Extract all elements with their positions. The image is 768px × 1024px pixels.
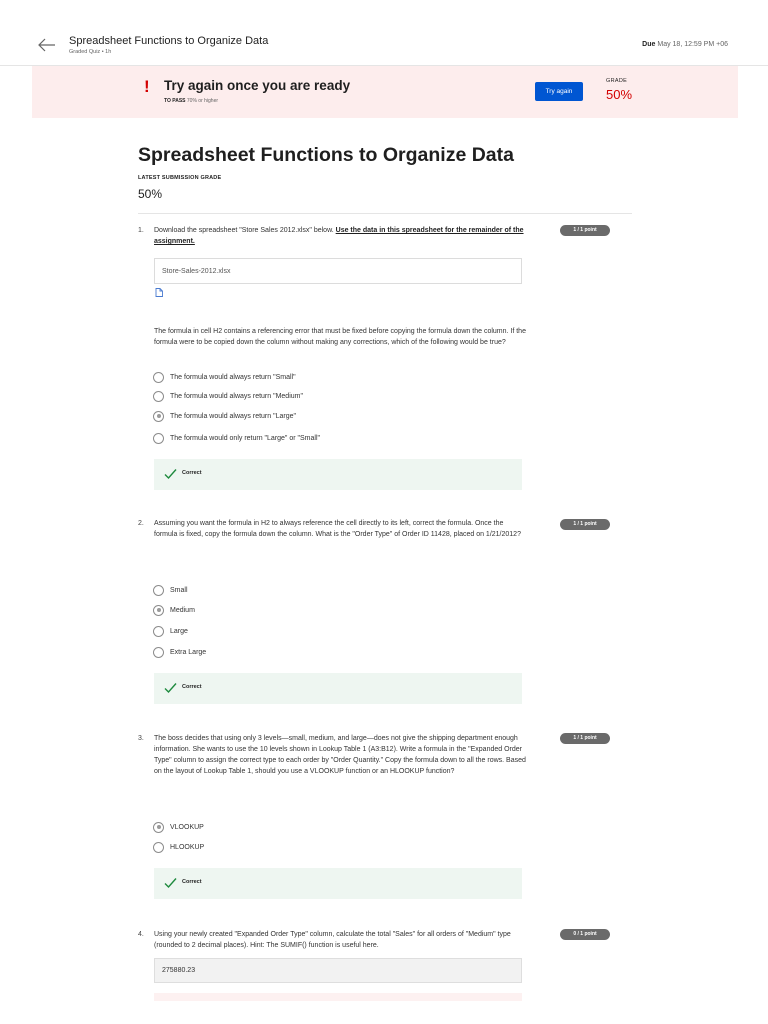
option-label: Extra Large — [170, 648, 207, 656]
pass-value: 70% or higher — [186, 98, 219, 104]
option-label: The formula would always return "Medium" — [170, 392, 303, 400]
radio-button-selected[interactable] — [153, 605, 164, 616]
exclamation-icon: ! — [144, 77, 150, 96]
question-number: 3. — [138, 735, 144, 742]
option-label: HLOOKUP — [170, 843, 205, 851]
option-label: The formula would always return "Small" — [170, 373, 296, 381]
radio-button[interactable] — [153, 585, 164, 596]
due-label: Due — [642, 41, 656, 48]
option-label: VLOOKUP — [170, 823, 204, 831]
option-medium[interactable] — [153, 390, 303, 402]
points-badge: 1 / 1 point — [560, 225, 610, 236]
radio-button-selected[interactable] — [153, 411, 164, 422]
question-text-plain: Download the spreadsheet "Store Sales 2012.xlsx" below. — [154, 227, 336, 234]
question-text: Assuming you want the formula in H2 to always reference the cell directly to its left, correct the formula. Once the formula is fixed, copy the formula down the column. What is the "Order Type" of Order ID 11428, placed on 1/21/2012? — [154, 520, 521, 538]
check-icon — [164, 877, 177, 889]
file-icon[interactable] — [155, 288, 163, 297]
feedback-correct — [154, 459, 522, 490]
option-small[interactable] — [153, 584, 188, 596]
answer-input[interactable]: 275880.23 — [154, 958, 522, 983]
option-label: Large — [170, 627, 188, 635]
radio-button[interactable] — [153, 391, 164, 402]
radio-button-selected[interactable] — [153, 822, 164, 833]
back-arrow-icon[interactable] — [38, 38, 56, 52]
try-again-button[interactable]: Try again — [535, 82, 583, 101]
radio-button[interactable] — [153, 626, 164, 637]
item-title: Spreadsheet Functions to Organize Data — [69, 35, 269, 47]
option-medium[interactable] — [153, 604, 195, 616]
grade-label: GRADE — [606, 78, 628, 84]
question-number: 2. — [138, 520, 144, 527]
divider — [138, 213, 632, 214]
due-value: May 18, 12:59 PM +06 — [657, 41, 728, 48]
option-small[interactable] — [153, 371, 296, 383]
pass-label: TO PASS — [164, 98, 186, 104]
points-badge: 1 / 1 point — [560, 519, 610, 530]
question-text: Using your newly created "Expanded Order Type" column, calculate the total "Sales" for all orders of "Medium" type (rounded to 2 decimal places). Hint: The SUMIF() function is useful here. — [154, 931, 511, 949]
radio-button[interactable] — [153, 433, 164, 444]
question-text: The boss decides that using only 3 levels—small, medium, and large—does not give the shipping department enough information. She wants to use the 10 levels shown in Lookup Table 1 (A3:B12). Write a formula in the "Expanded Order Type" column to assign the correct type to each order by "Order Quantity." Copy the formula down to all the rows. Based on the layout of Lookup Table 1, should you use a VLOOKUP function or an HLOOKUP function? — [154, 735, 526, 775]
latest-grade-label: LATEST SUBMISSION GRADE — [138, 175, 222, 181]
latest-grade-value: 50% — [138, 187, 163, 201]
feedback-incorrect — [154, 993, 522, 1001]
option-label: Medium — [170, 606, 195, 614]
radio-button[interactable] — [153, 842, 164, 853]
check-icon — [164, 468, 177, 480]
file-attachment[interactable]: Store-Sales-2012.xlsx — [154, 258, 522, 284]
check-icon — [164, 682, 177, 694]
option-label: Small — [170, 586, 188, 594]
top-header — [0, 0, 768, 66]
banner-title: Try again once you are ready — [164, 78, 351, 93]
question-prompt: The formula in cell H2 contains a referencing error that must be fixed before copying the formula down the column. If the formula were to be copied down the column without making any corrections, which of the following would be true? — [154, 328, 526, 346]
option-label: The formula would only return "Large" or "Small" — [170, 434, 321, 442]
feedback-label: Correct — [182, 879, 202, 885]
feedback-correct — [154, 673, 522, 704]
instructions-link[interactable]: Use the data in this spreadsheet for the remainder of the assignment. — [154, 227, 524, 245]
pass-requirement — [164, 98, 218, 104]
grade-value: 50% — [606, 87, 633, 102]
option-extra-large[interactable] — [153, 646, 206, 658]
question-text — [154, 225, 524, 247]
option-large-or-small[interactable] — [153, 432, 320, 444]
option-hlookup[interactable] — [153, 841, 204, 853]
radio-button[interactable] — [153, 647, 164, 658]
question-number: 1. — [138, 227, 144, 234]
item-subtitle: Graded Quiz • 1h — [69, 49, 112, 55]
points-badge: 0 / 1 point — [560, 929, 610, 940]
feedback-label: Correct — [182, 470, 202, 476]
option-large[interactable] — [153, 625, 188, 637]
result-banner — [32, 66, 738, 118]
due-date — [642, 41, 728, 48]
question-number: 4. — [138, 931, 144, 938]
option-vlookup[interactable] — [153, 821, 204, 833]
option-large[interactable] — [153, 410, 296, 422]
feedback-label: Correct — [182, 684, 202, 690]
option-label: The formula would always return "Large" — [170, 412, 296, 420]
radio-button[interactable] — [153, 372, 164, 383]
points-badge: 1 / 1 point — [560, 733, 610, 744]
quiz-title: Spreadsheet Functions to Organize Data — [138, 144, 514, 166]
feedback-correct — [154, 868, 522, 899]
